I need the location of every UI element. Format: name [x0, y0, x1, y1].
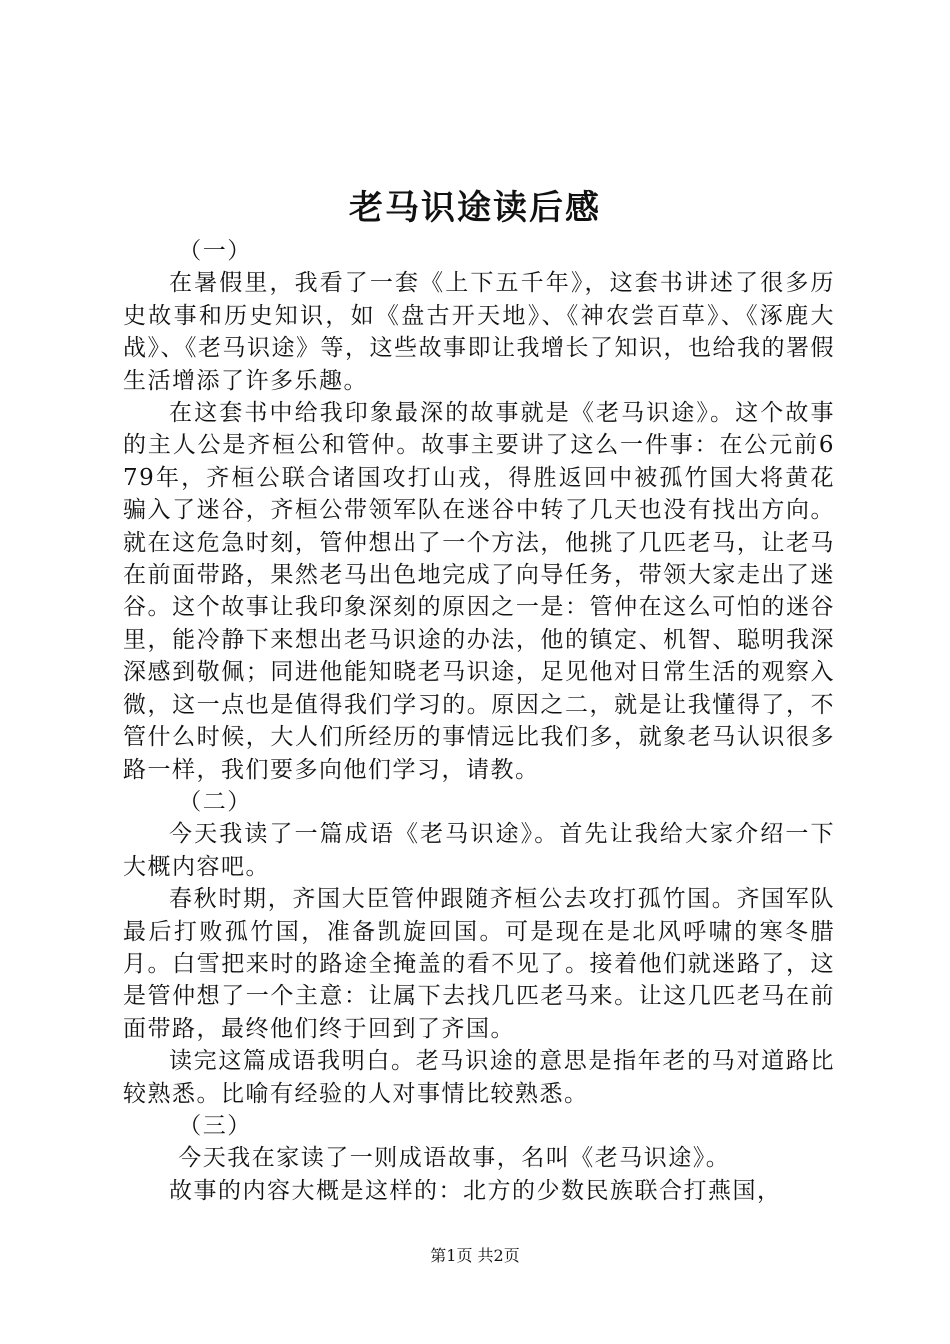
document-title: 老马识途读后感 — [349, 188, 601, 228]
paragraph: 今天我在家读了一则成语故事，名叫《老马识途》。 — [178, 1145, 731, 1172]
paragraph: 读完这篇成语我明白。老马识途的意思是指年老的马对道路比较熟悉。比喻有经验的人对事情比较熟悉。 — [123, 1048, 835, 1107]
paragraph: 故事的内容大概是这样的：北方的少数民族联合打燕国， — [169, 1177, 782, 1204]
page-footer: 第1页 共2页 — [430, 1246, 520, 1265]
paragraph: 在这套书中给我印象最深的故事就是《老马识途》。这个故事的主人公是齐桓公和管仲。故事主要讲了这么一件事：在公元前679年，齐桓公联合诸国攻打山戎，得胜返回中被孤竹国大将黄花骗入了迷谷，齐桓公带领军队在迷谷中转了几天也没有找出方向。就在这危急时刻，管仲想出了一个方法，他挑了几匹老马，让老马在前面带路，果然老马出色地完成了向导任务，带领大家走出了迷谷。这个故事让我印象深刻的原因之一是：管仲在这么可怕的迷谷里，能冷静下来想出老马识途的办法，他的镇定、机智、聪明我深深感到敬佩；同进他能知晓老马识途，足见他对日常生活的观察入微，这一点也是值得我们学习的。原因之二，就是让我懂得了，不管什么时候，大人们所经历的事情远比我们多，就象老马认识很多路一样，我们要多向他们学习，请教。 — [123, 400, 835, 783]
paragraph: 今天我读了一篇成语《老马识途》。首先让我给大家介绍一下大概内容吧。 — [123, 821, 835, 880]
paragraph: 在暑假里，我看了一套《上下五千年》，这套书讲述了很多历史故事和历史知识，如《盘古开天地》、《神农尝百草》、《涿鹿大战》、《老马识途》等，这些故事即让我增长了知识，也给我的署假生活增添了许多乐趣。 — [123, 270, 835, 394]
document-body — [123, 235, 835, 1207]
section-heading-3: （三） — [178, 1112, 252, 1139]
section-heading-2: （二） — [178, 788, 252, 815]
paragraph: 春秋时期，齐国大臣管仲跟随齐桓公去攻打孤竹国。齐国军队最后打败孤竹国，准备凯旋回国。可是现在是北风呼啸的寒冬腊月。白雪把来时的路途全掩盖的看不见了。接着他们就迷路了，这是管仲想了一个主意：让属下去找几匹老马来。让这几匹老马在前面带路，最终他们终于回到了齐国。 — [123, 886, 835, 1042]
section-heading-1: （一） — [178, 238, 252, 264]
